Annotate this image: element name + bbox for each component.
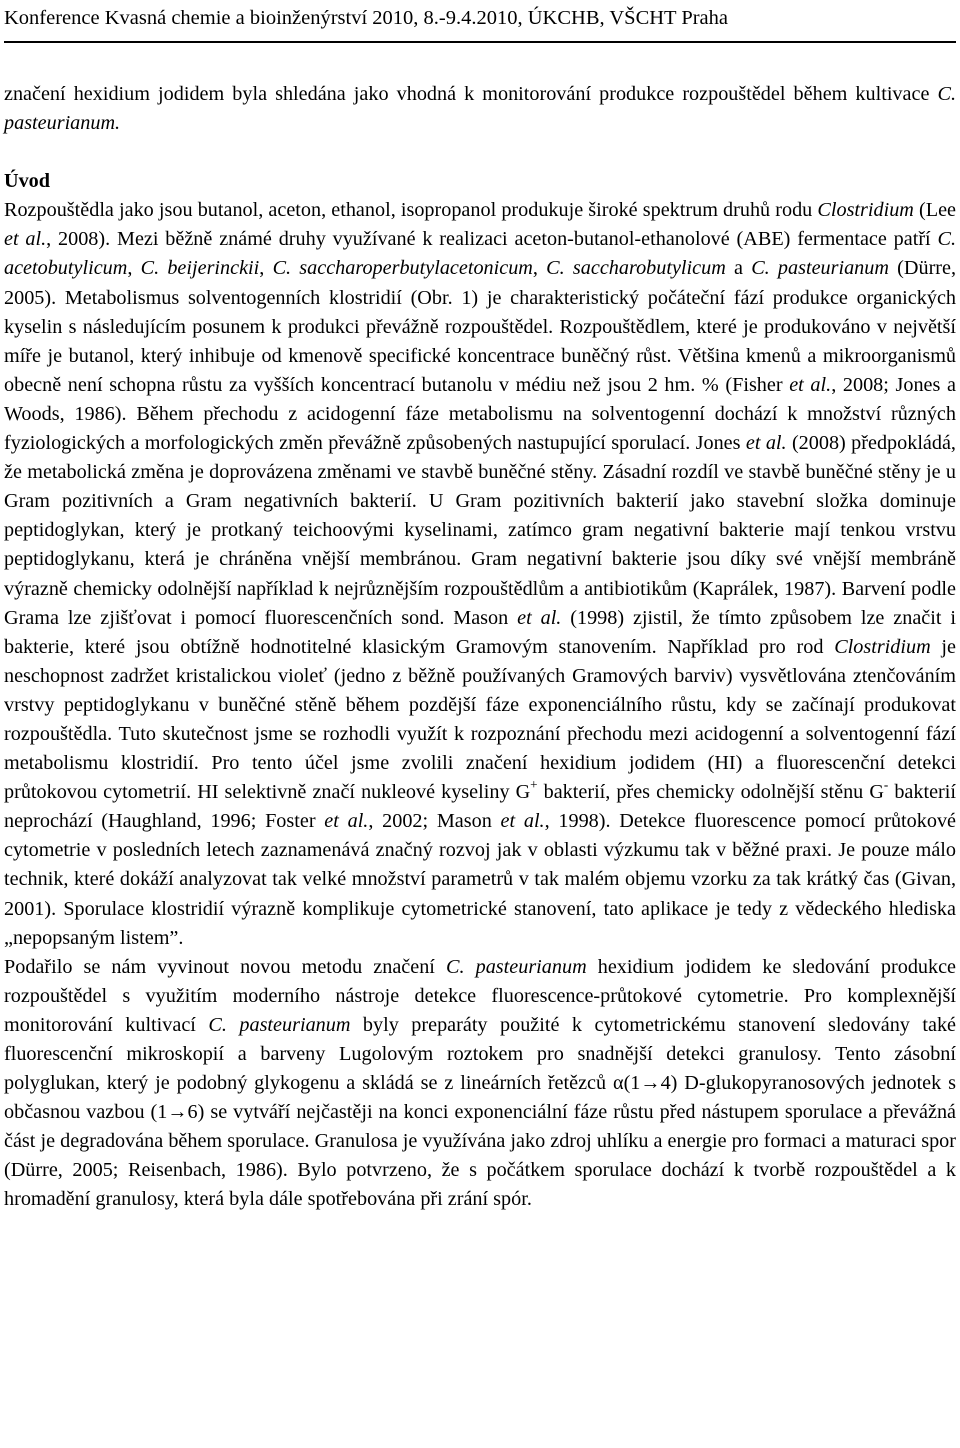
genus-name: Clostridium	[834, 635, 931, 658]
text-run: Rozpouštědla jako jsou butanol, aceton, ethanol, isopropanol produkuje široké spektrum druhů rodu	[4, 199, 818, 222]
section-heading: Úvod	[4, 170, 50, 193]
superscript-plus: +	[530, 776, 538, 792]
paragraph-1	[4, 196, 956, 952]
species-name: C. pasteurianum.	[4, 83, 956, 135]
text-run: (Dürre, 2005). Metabolismus solventogenních klostridií (Obr. 1) je charakteristický počáteční fází produkce organických kyselin s následujícím posunem k produkci převážně rozpouštědel. Rozpouštědlem, které je produkováno v největší míře je butanol, který inhibuje od kmenově specifické koncentrace buněčný růst. Většina kmenů a mikroorganismů obecně není schopna růstu za vyšších koncentrací butanolu v médiu než jsou 2 hm. % (Fisher	[4, 257, 957, 396]
body-text	[4, 80, 956, 1215]
text-run: (1998) zjistil, že tímto způsobem lze značit i bakterie, které jsou obtížně hodnotitelné klasickým Gramovým stanovením. Například pro rod	[4, 606, 956, 658]
species-name: C. saccharobutylicum	[546, 257, 726, 280]
text-run: ,	[259, 257, 273, 280]
citation-etal: et al.	[745, 432, 787, 455]
species-name: C. beijerinckii	[140, 257, 260, 280]
species-name: C. pasteurianum	[208, 1013, 351, 1036]
text-run: značení hexidium jodidem byla shledána jako vhodná k monitorování produkce rozpouštědel během kultivace	[4, 83, 938, 105]
intro-paragraph	[4, 80, 956, 138]
species-name: C. acetobutylicum	[4, 228, 957, 280]
citation-etal: et al.	[517, 606, 562, 629]
superscript-minus: -	[883, 776, 889, 792]
text-run: byly preparáty použité k cytometrickému stanovení sledovány také fluorescenční mikroskopií a barveny Lugolovým roztokem pro snadnější detekci granulosy. Tento zásobní polyglukan, který je podobný glykogenu a skládá se z lineárních řetězců α(1→4) D-glukopyranosových jednotek s občasnou vazbou (1→6) se vytváří nejčastěji na konci exponenciální fáze růstu před nástupem sporulace a převážná část je degradována během sporulace. Granulosa je využívána jako zdroj uhlíku a energie pro formaci a maturaci spor (Dürre, 2005; Reisenbach, 1986). Bylo potvrzeno, že s počátkem sporulace dochází k tvorbě rozpouštědel a k hromadění granulosy, která byla dále spotřebována při zrání spór.	[4, 1013, 956, 1211]
species-name: C. saccharoperbutylacetonicum	[272, 257, 533, 280]
text-run: , 2008; Jones a Woods, 1986). Během přechodu z acidogenní fáze metabolismu na solventogenní dochází k množství různých fyziologických a morfologických změn převážně způsobených nastupující sporulací. Jones	[4, 373, 956, 455]
genus-name: Clostridium	[817, 199, 914, 222]
species-name: C. pasteurianum	[446, 955, 587, 978]
running-header: Konference Kvasná chemie a bioinženýrství 2010, 8.-9.4.2010, ÚKCHB, VŠCHT Praha	[4, 7, 729, 29]
text-run: bakterií, přes chemicky odolnější stěnu G	[537, 781, 884, 804]
citation-etal: et al.	[324, 810, 369, 833]
text-run: , 1998). Detekce fluorescence pomocí průtokové cytometrie v posledních letech zaznamenává značný rozvoj jak v oblasti výzkumu tak v běžné praxi. Je pouze málo technik, které dokáží analyzovat tak velké množství parametrů v tak malém objemu vzorku za tak krátký čas (Givan, 2001). Sporulace klostridií výrazně komplikuje cytometrické stanovení, tato aplikace je tedy z vědeckého hlediska „nepopsaným listem”.	[4, 810, 956, 949]
citation-etal: et al.	[789, 373, 832, 396]
text-run: je neschopnost zadržet kristalickou violeť (jedno z běžně používaných Gramových barviv) vysvětlována ztenčováním vrstvy peptidoglykanu v buněčné stěně během pozdější fáze exponenciálního růstu, kdy se začínají produkovat rozpouštědla. Tuto skutečnost jsme se rozhodli využít k rozpoznání přechodu mezi acidogenní a solventogenní fází metabolismu klostridií. Pro tento účel jsme zvolili značení hexidium jodidem (HI) a fluorescenční detekci průtokovou cytometrií. HI selektivně značí nukleové kyseliny G	[4, 635, 956, 804]
text-run: , 2002; Mason	[368, 810, 501, 833]
text-run: Podařilo se nám vyvinout novou metodu značení	[4, 955, 447, 978]
text-run: (Lee	[913, 199, 956, 222]
text-run: ,	[532, 257, 547, 280]
text-run: bakterií neprochází (Haughland, 1996; Foster	[4, 781, 956, 833]
citation-etal: et al.	[4, 228, 47, 251]
text-run: ,	[127, 257, 141, 280]
citation-etal: et al.	[500, 810, 545, 833]
text-run: (2008) předpokládá, že metabolická změna je doprovázena změnami ve stavbě buněčné stěny. Zásadní rozdíl ve stavbě buněčné stěny je u Gram pozitivních a Gram negativních bakterií. U Gram pozitivních bakterií jako stavební složka dominuje peptidoglykan, který je protkaný teichoovými kyselinami, zatímco gram negativní bakterie mají tenkou vrstvu peptidoglykanu, která je chráněna vnější membránou. Gram negativní bakterie jsou díky své vnější membráně výrazně chemicky odolnější například k nejrůznějším rozpouštědlům a antibiotikům (Kaprálek, 1987). Barvení podle Grama lze zjišťovat i pomocí fluorescenčních sond. Mason	[4, 432, 956, 629]
text-run: , 2008). Mezi běžně známé druhy využívané k realizaci aceton-butanol-ethanolové (ABE) fermentace patří	[46, 228, 938, 251]
species-name: C. pasteurianum	[751, 257, 889, 280]
paragraph-2	[4, 953, 956, 1215]
text-run: hexidium jodidem ke sledování produkce rozpouštědel s využitím moderního nástroje detekce fluorescence-průtokové cytometrie. Pro komplexnější monitorování kultivací	[4, 955, 957, 1036]
header-rule	[4, 41, 956, 43]
text-run: a	[725, 257, 752, 280]
